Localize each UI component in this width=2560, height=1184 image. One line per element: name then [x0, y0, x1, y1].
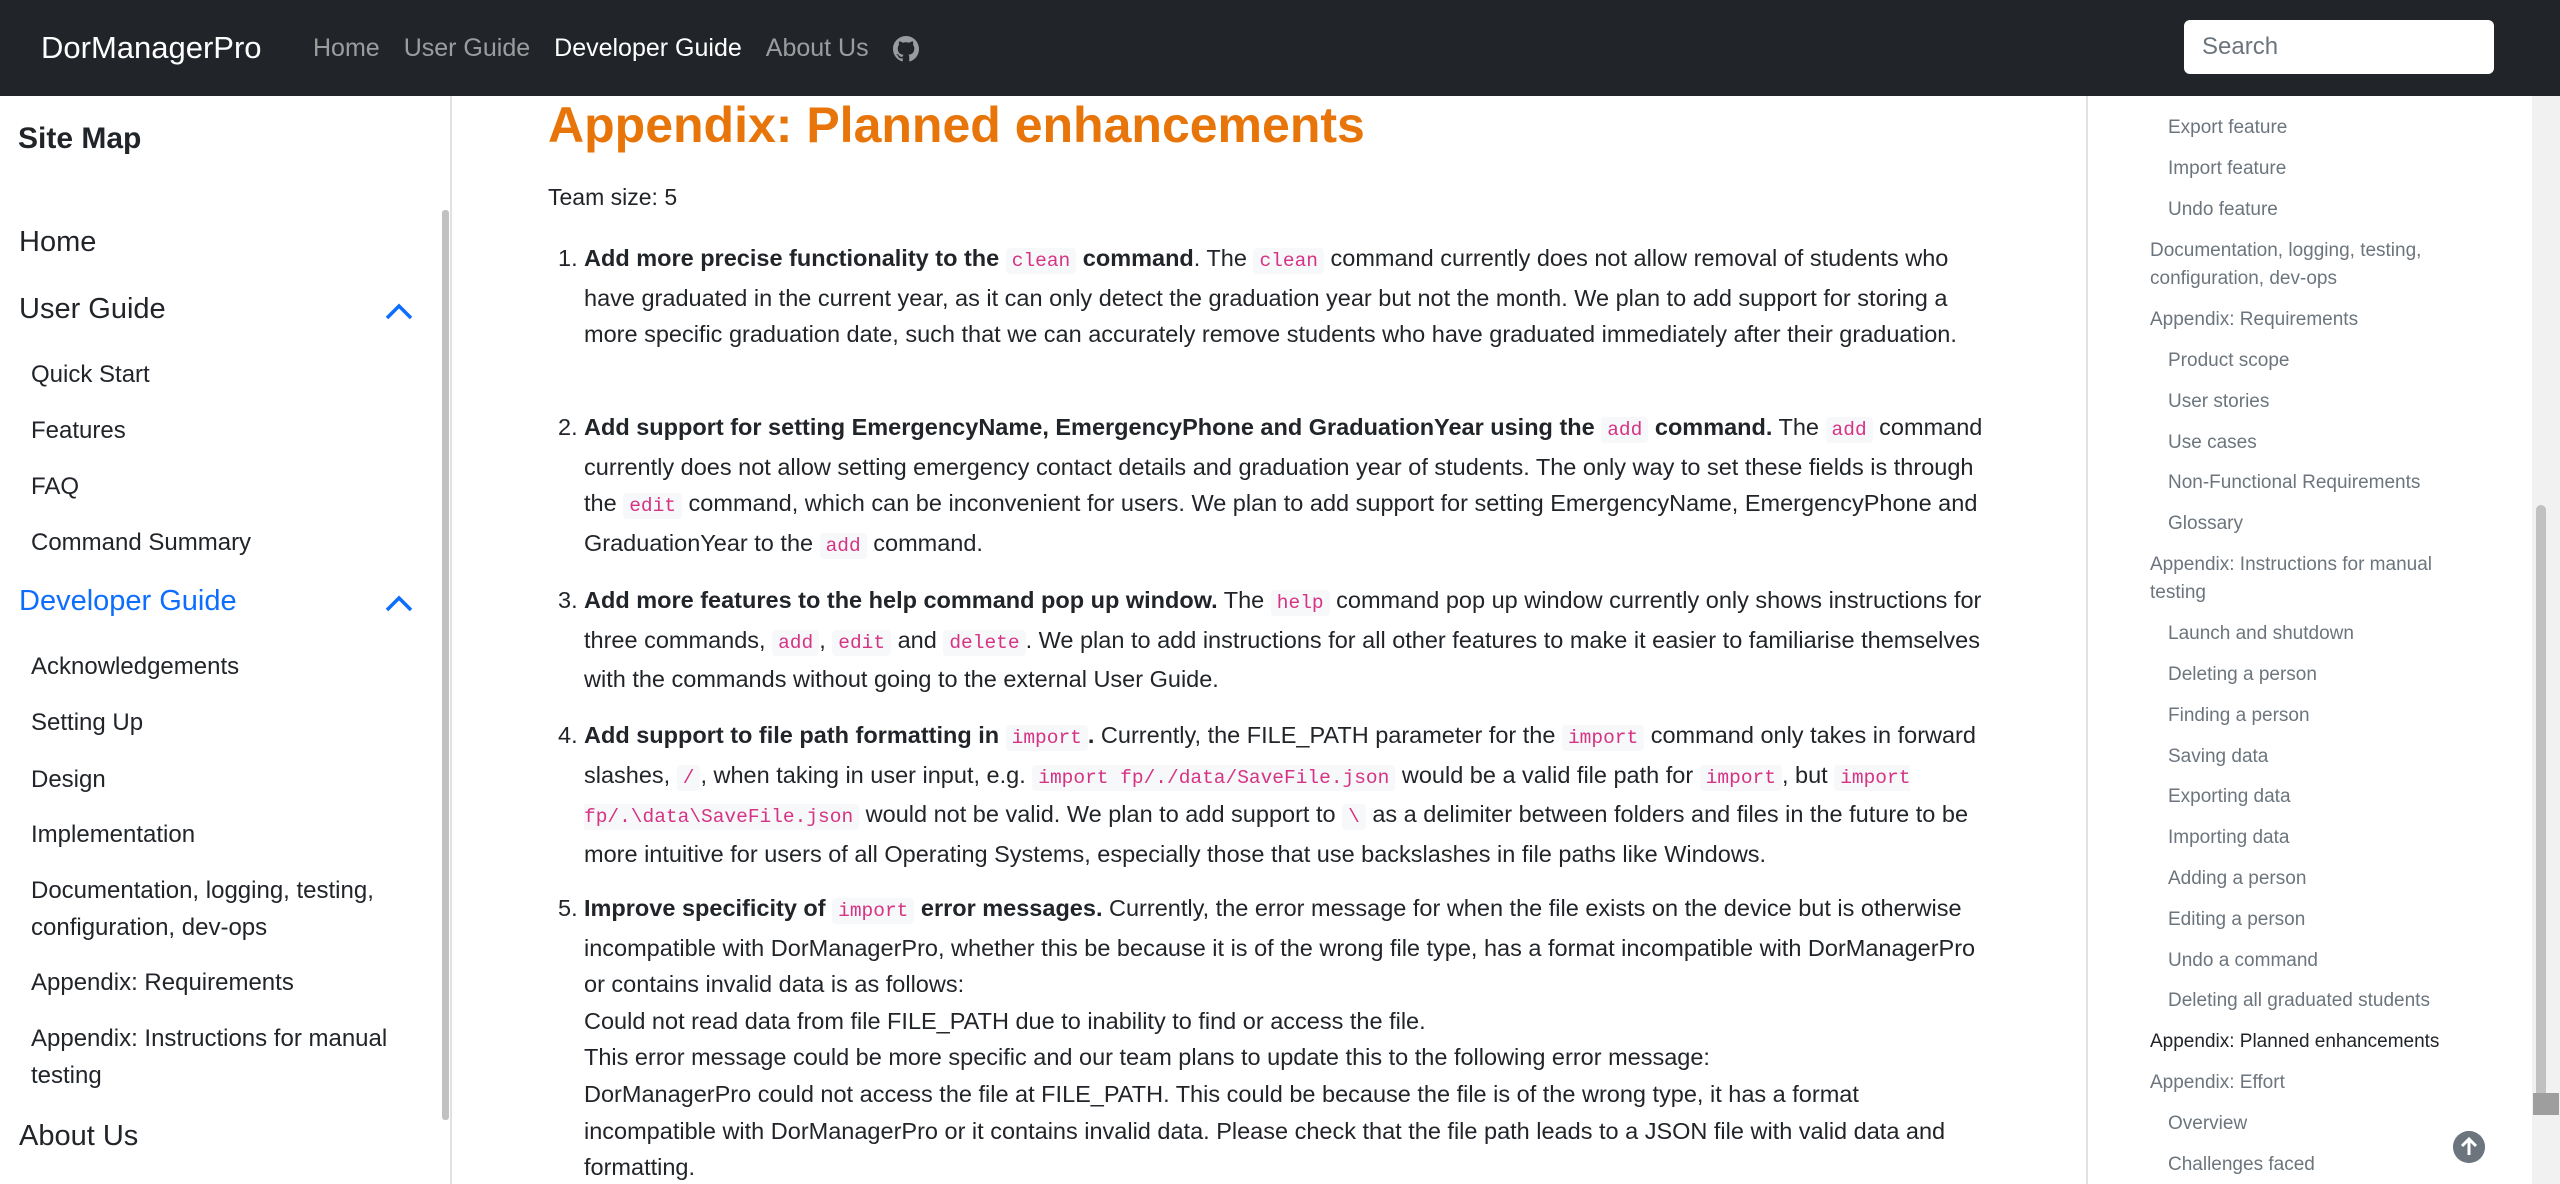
toc-item[interactable]: Deleting all graduated students [2168, 990, 2430, 1011]
site-map-title: Site Map [18, 122, 142, 155]
toc-item[interactable]: Importing data [2168, 827, 2290, 848]
sidebar-item-documentation[interactable]: Documentation, logging, testing, configuration, dev-ops [31, 877, 374, 941]
sidebar-section-user-guide[interactable]: User Guide [19, 293, 166, 325]
nav-link-developer-guide[interactable]: Developer Guide [554, 34, 742, 62]
toc-item[interactable]: Challenges faced [2168, 1154, 2315, 1175]
toc-item[interactable]: Documentation, logging, testing, configuration, dev-ops [2150, 240, 2422, 289]
table-of-contents [2086, 96, 2534, 1184]
toc-item[interactable]: Launch and shutdown [2168, 623, 2354, 644]
nav-link-user-guide[interactable]: User Guide [403, 34, 531, 62]
toc-item[interactable]: Glossary [2168, 513, 2243, 534]
sidebar-item-design[interactable]: Design [31, 766, 106, 793]
page-heading: Appendix: Planned enhancements [548, 97, 1365, 153]
sidebar-item-appendix-manual-testing[interactable]: Appendix: Instructions for manual testing [31, 1025, 388, 1089]
nav-link-home[interactable]: Home [313, 34, 380, 62]
chevron-up-icon[interactable] [384, 301, 414, 321]
nav-link-about-us[interactable]: About Us [765, 34, 869, 62]
sidebar-item-setting-up[interactable]: Setting Up [31, 709, 144, 736]
page-scrollbar-thumb[interactable] [2536, 505, 2546, 1105]
sidebar-scrollbar[interactable] [442, 210, 449, 1120]
scrollbar-position-marker [2533, 1093, 2559, 1115]
toc-item[interactable]: Exporting data [2168, 786, 2291, 807]
toc-item[interactable]: Saving data [2168, 746, 2269, 767]
sidebar-item-appendix-requirements[interactable]: Appendix: Requirements [31, 969, 294, 996]
toc-item[interactable]: Appendix: Requirements [2150, 309, 2359, 330]
toc-item[interactable]: Adding a person [2168, 868, 2307, 889]
sidebar-section-about-us[interactable]: About Us [19, 1120, 139, 1152]
toc-item[interactable]: Undo feature [2168, 199, 2278, 220]
toc-item-active[interactable]: Appendix: Planned enhancements [2150, 1031, 2440, 1052]
sidebar-item-faq[interactable]: FAQ [31, 473, 80, 500]
toc-item[interactable]: Undo a command [2168, 950, 2318, 971]
toc-item[interactable]: Use cases [2168, 432, 2257, 453]
sidebar-item-quick-start[interactable]: Quick Start [31, 361, 150, 388]
toc-item[interactable]: User stories [2168, 391, 2270, 412]
sidebar-item-features[interactable]: Features [31, 417, 126, 444]
toc-item[interactable]: Overview [2168, 1113, 2248, 1134]
nav-links [313, 34, 919, 63]
sidebar-item-acknowledgements[interactable]: Acknowledgements [31, 653, 240, 680]
top-navbar [0, 0, 2560, 96]
sidebar-item-command-summary[interactable]: Command Summary [31, 529, 252, 556]
toc-item[interactable]: Deleting a person [2168, 664, 2317, 685]
toc-item[interactable]: Editing a person [2168, 909, 2306, 930]
chevron-up-icon[interactable] [384, 593, 414, 613]
search-input[interactable] [2184, 20, 2494, 74]
toc-item[interactable]: Export feature [2168, 117, 2288, 138]
scroll-to-top-icon[interactable] [2453, 1131, 2485, 1163]
main-content: Appendix: Planned enhancements Team size: 5 1. Add more precise functionality to the clean command. The clean command currently does not allow removal of students who have graduated in the current year, as it can only detect the graduation year but not the month. We plan to add support for storing a more specific graduation date, such that we can accurately remove students who have graduated immediately after their graduation. 2. Add support for setting EmergencyName, EmergencyPhone and GraduationYear using the add command. The add command currently does not allow setting emergency contact details and graduation year of students. The only way to set these fields is through the edit command, which can be inconvenient for users. We plan to add support for setting EmergencyName, EmergencyPhone and GraduationYear to the add command. 3. Add more features to the help command pop up window. The help command pop up window currently only shows instructions for three commands, add , edit and delete . We plan to add instructions for all other features to make it easier to familiarise themselves with the commands without going to the external User Guide. 4. Add support to file path formatting in import . Currently, the FILE_PATH parameter for the import command only takes in forward slashes, / , when taking in user input, e.g. import fp/./data/SaveFile.json would be a valid file path for import , but import fp/.\data\SaveFile.json would not be valid. We plan to add support to \ as a delimiter between folders and files in the future to be more intuitive for users of all Operating Systems, especially those that use backslashes in file paths like Windows. 5. Improve specificity of import error messages. Currently, the error message for when the file exists on the device but is otherwise incompatible with DorManagerPro, whether this be because it is of the wrong file type, has a format incompatible with DorManagerPro or contains invalid data is as follows: Could not read data from file FILE_PATH due to inability to find or access the file. This error message could be more specific and our team plans to update this to the following error message: DorManagerPro could not access the file at FILE_PATH. This could be because the file is of the wrong type, it has a format incompatible with DorManagerPro or it contains invalid data. Please check that the file path leads to a JSON file with valid data and formatting. [548, 97, 1983, 1181]
sidebar-section-home[interactable]: Home [19, 226, 97, 258]
brand-logo[interactable]: DorManagerPro [41, 30, 262, 65]
toc-item[interactable]: Finding a person [2168, 705, 2310, 726]
sidebar-item-implementation[interactable]: Implementation [31, 821, 196, 848]
team-size: Team size: 5 [548, 184, 678, 210]
sidebar-section-developer-guide[interactable]: Developer Guide [19, 585, 237, 617]
toc-item[interactable]: Product scope [2168, 350, 2290, 371]
toc-item[interactable]: Import feature [2168, 158, 2287, 179]
toc-item[interactable]: Appendix: Effort [2150, 1072, 2285, 1093]
github-icon[interactable] [893, 36, 919, 62]
toc-item[interactable]: Appendix: Instructions for manual testing [2150, 554, 2432, 603]
site-map-sidebar [0, 96, 452, 1184]
toc-item[interactable]: Non-Functional Requirements [2168, 472, 2421, 493]
